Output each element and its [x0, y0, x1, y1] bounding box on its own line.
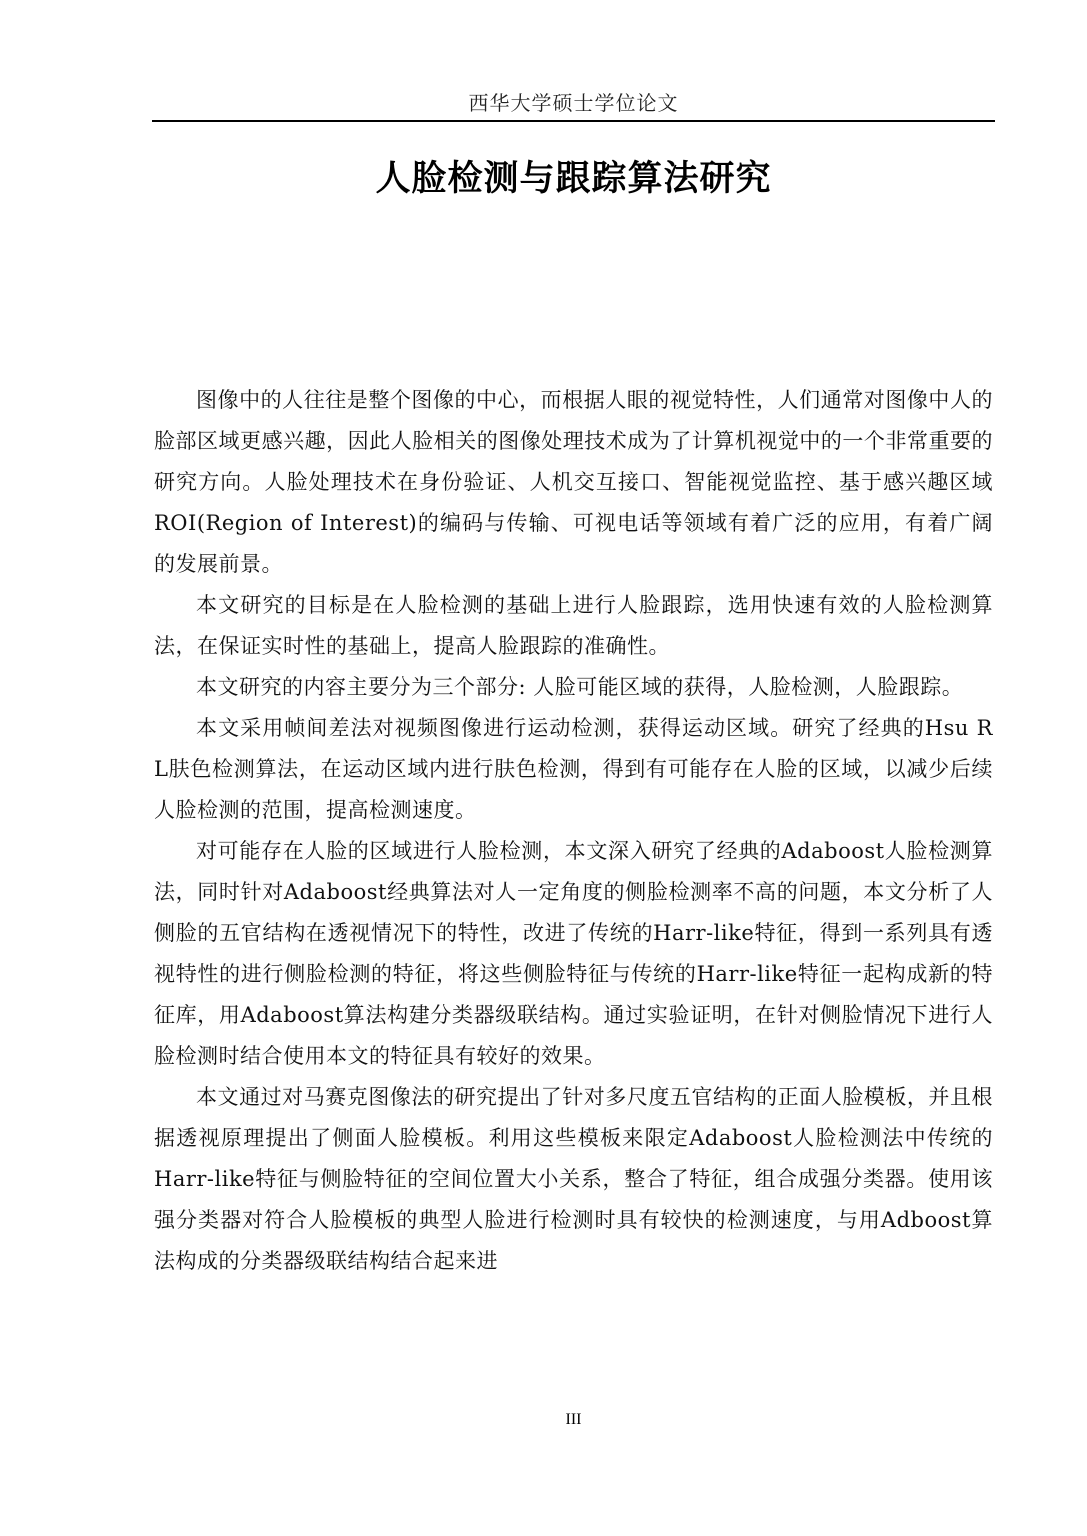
abstract-paragraph: 图像中的人往往是整个图像的中心，而根据人眼的视觉特性，人们通常对图像中人的脸部区域更感兴趣，因此人脸相关的图像处理技术成为了计算机视觉中的一个非常重要的研究方向。人脸处理技术在身份验证、人机交互接口、智能视觉监控、基于感兴趣区域ROI(Region of Interest)的编码与传输、可视电话等领域有着广泛的应用，有着广阔的发展前景。 — [154, 388, 993, 576]
abstract-body — [154, 380, 993, 1282]
abstract-paragraph: 本文通过对马赛克图像法的研究提出了针对多尺度五官结构的正面人脸模板，并且根据透视原理提出了侧面人脸模板。利用这些模板来限定Adaboost人脸检测法中传统的Harr-like特征与侧脸特征的空间位置大小关系，整合了特征，组合成强分类器。使用该强分类器对符合人脸模板的典型人脸进行检测时具有较快的检测速度，与用Adboost算法构成的分类器级联结构结合起来进 — [154, 1085, 993, 1273]
abstract-paragraph: 本文研究的内容主要分为三个部分: 人脸可能区域的获得，人脸检测，人脸跟踪。 — [196, 675, 964, 699]
abstract-paragraph: 本文研究的目标是在人脸检测的基础上进行人脸跟踪，选用快速有效的人脸检测算法，在保证实时性的基础上，提高人脸跟踪的准确性。 — [154, 593, 993, 658]
abstract-paragraph: 本文采用帧间差法对视频图像进行运动检测，获得运动区域。研究了经典的Hsu R L肤色检测算法，在运动区域内进行肤色检测，得到有可能存在人脸的区域，以减少后续人脸检测的范围，提高检测速度。 — [154, 716, 993, 822]
running-header: 西华大学硕士学位论文 — [468, 91, 679, 115]
header-divider — [152, 120, 995, 122]
abstract-paragraph: 对可能存在人脸的区域进行人脸检测，本文深入研究了经典的Adaboost人脸检测算法，同时针对Adaboost经典算法对人一定角度的侧脸检测率不高的问题，本文分析了人侧脸的五官结构在透视情况下的特性，改进了传统的Harr-like特征，得到一系列具有透视特性的进行侧脸检测的特征，将这些侧脸特征与传统的Harr-like特征一起构成新的特征库，用Adaboost算法构建分类器级联结构。通过实验证明，在针对侧脸情况下进行人脸检测时结合使用本文的特征具有较好的效果。 — [154, 839, 993, 1068]
page-number: III — [565, 1411, 582, 1428]
thesis-title: 人脸检测与跟踪算法研究 — [375, 158, 772, 199]
